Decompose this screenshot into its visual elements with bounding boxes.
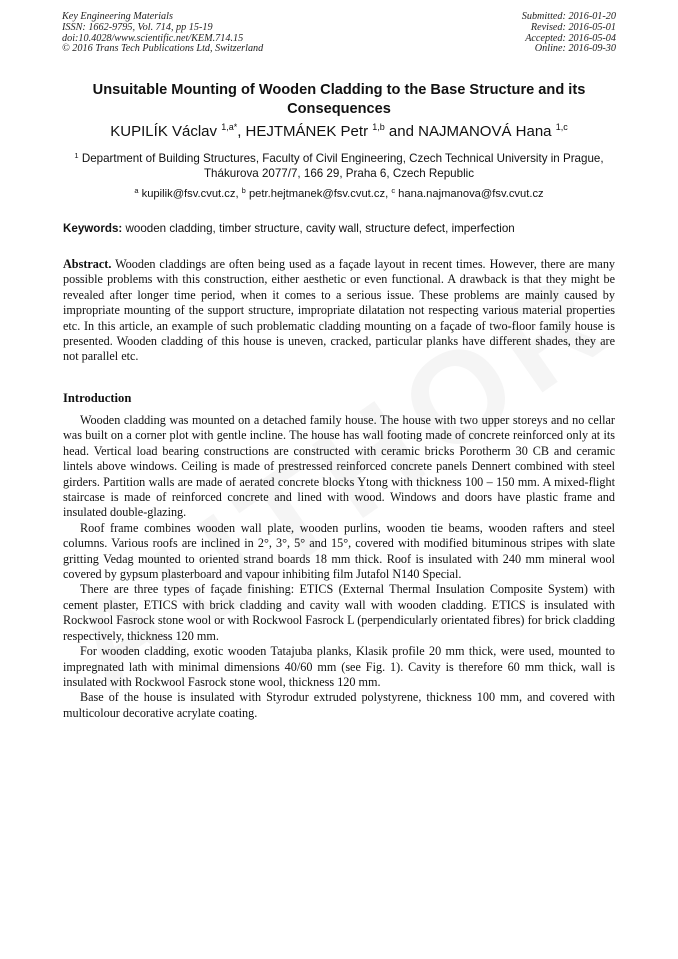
author-separator: ,	[237, 123, 246, 140]
author-affiliation-mark: 1,b	[372, 122, 385, 132]
submitted-date: Submitted: 2016-01-20	[521, 11, 616, 22]
body-paragraph: Roof frame combines wooden wall plate, wooden purlins, wooden tie beams, wooden rafters and steel columns. Various roofs are inclined in 2°, 3°, 5° and 15°, covered with modified bituminous stripes with slate gritting Vedag mounted to oriented strand boards 18 mm thick. Roof is insulated with 240 mm mineral wool covered by gypsum plasterboard and vapour inhibiting film Jutafol N140 Special.	[63, 520, 615, 582]
keywords-text: wooden cladding, timber structure, cavity wall, structure defect, imperfection	[125, 222, 515, 235]
author-emails	[62, 187, 616, 201]
keywords	[63, 222, 623, 236]
author-affiliation-mark: 1,c	[555, 122, 568, 132]
body-paragraph: There are three types of façade finishing: ETICS (External Thermal Insulation Composite System) with cement plaster, ETICS with brick cladding and cavity wall with wooden cladding. ETICS is insulated with Rockwool Fasrock stone wool or with Rockwool Fasrock L (perpendicularly orientated fibres) for brick cladding respectively, thickness 120 mm.	[63, 582, 615, 643]
email-mark: c	[391, 186, 396, 195]
email-separator: ,	[235, 188, 242, 200]
affiliation-mark: 1	[74, 151, 79, 160]
accepted-date: Accepted: 2016-05-04	[525, 32, 616, 44]
author-separator: and	[384, 123, 419, 140]
author-name: NAJMANOVÁ Hana	[418, 123, 552, 140]
online-date: Online: 2016-09-30	[534, 43, 616, 55]
email-address: hana.najmanova@fsv.cvut.cz	[398, 188, 544, 200]
publication-info	[62, 12, 263, 55]
section-heading-introduction: Introduction	[63, 391, 132, 405]
email-separator: ,	[385, 188, 392, 200]
author-affiliation-mark: 1,a*	[221, 122, 238, 132]
body-paragraph: Base of the house is insulated with Styrodur extruded polystyrene, thickness 100 mm, and covered with multicolour decorative acrylate coating.	[63, 690, 615, 720]
copyright: © 2016 Trans Tech Publications Ltd, Switzerland	[62, 43, 264, 55]
doi: doi:10.4028/www.scientific.net/KEM.714.15	[62, 32, 244, 44]
paper-title: Unsuitable Mounting of Wooden Cladding to the Base Structure and its Consequences	[92, 82, 586, 117]
abstract-label: Abstract.	[63, 257, 112, 271]
keywords-label: Keywords:	[63, 222, 123, 235]
email-mark: a	[134, 186, 139, 195]
publication-dates	[522, 12, 616, 55]
introduction-body	[63, 413, 615, 721]
email-mark: b	[241, 186, 246, 195]
email-address: kupilik@fsv.cvut.cz	[141, 188, 236, 200]
email-address: petr.hejtmanek@fsv.cvut.cz	[248, 188, 386, 200]
issn-volume: ISSN: 1662-9795, Vol. 714, pp 15-19	[62, 21, 213, 33]
affiliation-text: Department of Building Structures, Faculty of Civil Engineering, Czech Technical University in Prague, Thákurova 2077/7, 166 29, Praha 6, Czech Republic	[81, 152, 604, 180]
author-name: HEJTMÁNEK Petr	[245, 123, 369, 140]
body-paragraph: Wooden cladding was mounted on a detached family house. The house with two upper storeys and no cellar was built on a corner plot with gentle incline. The house has wall footing made of concrete reinforced only at its head. Vertical load bearing constructions are constructed with ceramic bricks Porotherm 30 CB and ceramic lintels above windows. Ceiling is made of prestressed reinforced concrete panels Dennert combined with steel girders. Partition walls are made of aerated concrete blocks Ytong with thickness 100 – 150 mm. A mixed-flight staircase is made of reinforced concrete and lined with wood. Windows and doors have plastic frame and insulated double-glazing.	[63, 413, 615, 520]
affiliation	[62, 151, 616, 181]
journal-name: Key Engineering Materials	[62, 11, 173, 22]
author-name: KUPILÍK Václav	[110, 123, 218, 140]
abstract	[63, 257, 615, 365]
abstract-text: Wooden claddings are often being used as a façade layout in recent times. However, there are many possible problems with this construction, either aesthetic or even functional. A drawback is that they might be revealed after longer time period, when it comes to a serious issue. These problems are mainly caused by impropriate mounting of the support structure, impropriate dilatation not respecting various material properties etc. In this article, an example of such problematic cladding mounting on a façade of two-floor family house is presented. Wooden cladding of this house is uneven, cracked, particular planks have different shades, they are not parallel etc.	[63, 257, 616, 364]
revised-date: Revised: 2016-05-01	[530, 21, 616, 33]
body-paragraph: For wooden cladding, exotic wooden Tatajuba planks, Klasik profile 20 mm thick, were used, mounted to impregnated lath with minimal dimensions 40/60 mm (see Fig. 1). Cavity is therefore 60 mm thick, wall is insulated with Rockwool Fasrock stone wool, thickness 120 mm.	[63, 644, 615, 689]
author-list	[30, 123, 648, 141]
